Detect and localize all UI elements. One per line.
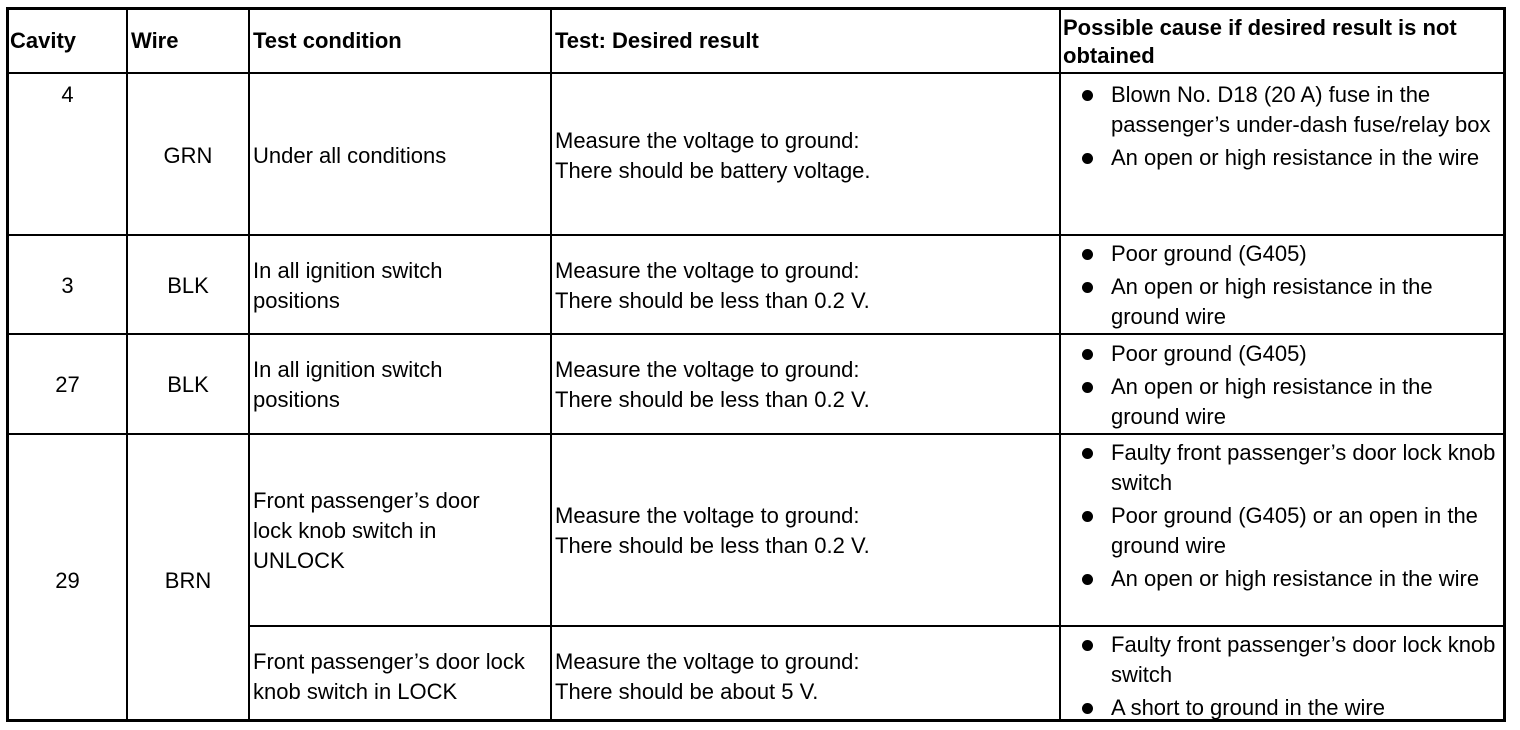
header-possible-cause: Possible cause if desired result is not obtained	[1063, 15, 1457, 68]
header-desired-result: Test: Desired result	[555, 28, 759, 53]
result-line: Measure the voltage to ground:	[555, 649, 860, 674]
wire-cell: BLK	[167, 372, 209, 397]
cause-item: Poor ground (G405)	[1061, 339, 1501, 369]
wire-cell: BRN	[164, 568, 212, 593]
cavity-cell: 3	[61, 273, 74, 298]
wire-cell: BLK	[167, 273, 209, 298]
test-condition-cell: In all ignition switch positions	[253, 258, 443, 313]
cause-item: Faulty front passenger’s door lock knob switch	[1061, 630, 1501, 690]
cavity-cell: 27	[55, 372, 80, 397]
cause-item: An open or high resistance in the ground wire	[1061, 272, 1501, 332]
test-condition-cell: Under all conditions	[253, 143, 447, 168]
result-line: Measure the voltage to ground:	[555, 357, 860, 382]
cause-item: A short to ground in the wire	[1061, 693, 1501, 723]
wire-cell: GRN	[163, 143, 213, 168]
result-line: Measure the voltage to ground:	[555, 258, 860, 283]
result-line: Measure the voltage to ground:	[555, 128, 860, 153]
cause-item: Poor ground (G405) or an open in the ground wire	[1061, 501, 1501, 561]
possible-cause-cell	[1061, 438, 1501, 597]
column-divider	[248, 10, 250, 719]
cause-item: An open or high resistance in the wire	[1061, 564, 1501, 594]
cavity-cell: 29	[55, 568, 80, 593]
desired-result-cell	[555, 256, 1055, 316]
cause-item: An open or high resistance in the ground wire	[1061, 372, 1501, 432]
desired-result-cell	[555, 126, 1055, 186]
possible-cause-cell	[1061, 630, 1501, 726]
test-condition-cell: In all ignition switch positions	[253, 357, 443, 412]
cavity-cell: 4	[61, 82, 74, 107]
desired-result-cell	[555, 647, 1055, 707]
result-line: There should be less than 0.2 V.	[555, 533, 870, 558]
possible-cause-cell	[1061, 239, 1501, 335]
header-test-condition: Test condition	[253, 28, 402, 53]
header-divider	[9, 72, 1503, 74]
column-divider	[550, 10, 552, 719]
cause-item: Faulty front passenger’s door lock knob switch	[1061, 438, 1501, 498]
result-line: Measure the voltage to ground:	[555, 503, 860, 528]
row-divider	[9, 234, 1503, 236]
cause-item: An open or high resistance in the wire	[1061, 143, 1501, 173]
result-line: There should be battery voltage.	[555, 158, 871, 183]
result-line: There should be about 5 V.	[555, 679, 819, 704]
possible-cause-cell	[1061, 339, 1501, 435]
test-condition-cell: Front passenger’s door lock knob switch in UNLOCK	[253, 488, 480, 573]
result-line: There should be less than 0.2 V.	[555, 387, 870, 412]
cause-item: Poor ground (G405)	[1061, 239, 1501, 269]
wiring-test-table	[6, 7, 1506, 722]
row-divider	[249, 625, 1503, 627]
test-condition-cell: Front passenger’s door lock knob switch in LOCK	[253, 649, 525, 704]
column-divider	[126, 10, 128, 719]
result-line: There should be less than 0.2 V.	[555, 288, 870, 313]
desired-result-cell	[555, 501, 1055, 561]
desired-result-cell	[555, 355, 1055, 415]
header-cavity: Cavity	[10, 28, 77, 53]
possible-cause-cell	[1061, 80, 1501, 176]
cause-item: Blown No. D18 (20 A) fuse in the passenger’s under-dash fuse/relay box	[1061, 80, 1501, 140]
header-wire: Wire	[131, 28, 179, 53]
